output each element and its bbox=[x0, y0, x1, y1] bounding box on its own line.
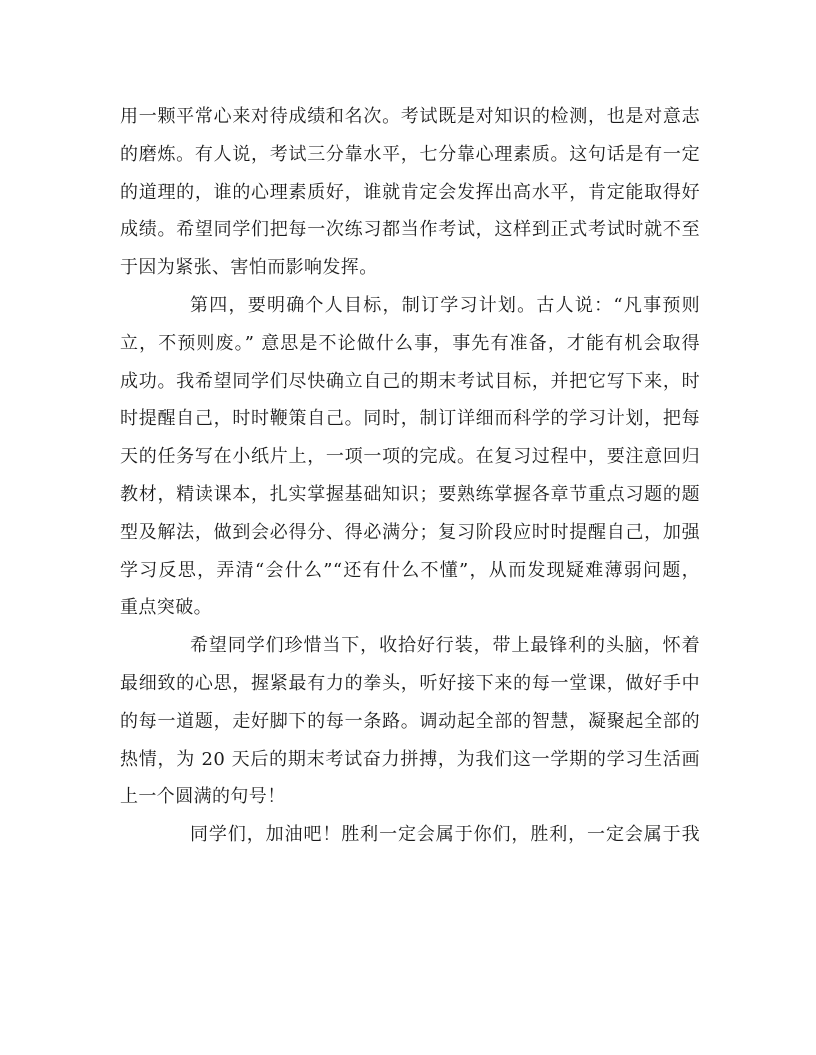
text-line: 于因为紧张、害怕而影响发挥。 bbox=[120, 257, 378, 279]
paragraph-start-line: 同学们，加油吧！胜利一定会属于你们，胜利，一定会属于我 bbox=[190, 824, 700, 846]
paragraph-start-line: 第四，要明确个人目标，制订学习计划。古人说：“凡事预则 bbox=[190, 294, 700, 316]
text-line: 上一个圆满的句号！ bbox=[120, 786, 286, 808]
text-line: 重点突破。 bbox=[120, 597, 212, 619]
text-line: 天的任务写在小纸片上，一项一项的完成。在复习过程中，要注意回归 bbox=[120, 446, 700, 468]
text-line: 教材，精读课本，扎实掌握基础知识；要熟练掌握各章节重点习题的题 bbox=[120, 483, 700, 505]
text-line: 热情，为 20 天后的期末考试奋力拼搏，为我们这一学期的学习生活画 bbox=[120, 748, 700, 770]
text-line: 的道理的，谁的心理素质好，谁就肯定会发挥出高水平，肯定能取得好 bbox=[120, 181, 700, 203]
text-line: 成绩。希望同学们把每一次练习都当作考试，这样到正式考试时就不至 bbox=[120, 219, 700, 241]
document-body bbox=[120, 98, 700, 854]
text-line: 学习反思，弄清“会什么”“还有什么不懂”，从而发现疑难薄弱问题， bbox=[120, 559, 700, 581]
text-line: 的磨炼。有人说，考试三分靠水平，七分靠心理素质。这句话是有一定 bbox=[120, 143, 700, 165]
text-line: 最细致的心思，握紧最有力的拳头，听好接下来的每一堂课，做好手中 bbox=[120, 672, 700, 694]
text-line: 的每一道题，走好脚下的每一条路。调动起全部的智慧，凝聚起全部的 bbox=[120, 710, 700, 732]
text-line: 成功。我希望同学们尽快确立自己的期末考试目标，并把它写下来，时 bbox=[120, 370, 700, 392]
paragraph-start-line: 希望同学们珍惜当下，收拾好行装，带上最锋利的头脑，怀着 bbox=[190, 635, 700, 657]
text-line: 用一颗平常心来对待成绩和名次。考试既是对知识的检测，也是对意志 bbox=[120, 106, 700, 127]
text-line: 立，不预则废。” 意思是不论做什么事，事先有准备，才能有机会取得 bbox=[120, 332, 700, 354]
text-line: 型及解法，做到会必得分、得必满分；复习阶段应时时提醒自己，加强 bbox=[120, 521, 700, 543]
text-line: 时提醒自己，时时鞭策自己。同时，制订详细而科学的学习计划，把每 bbox=[120, 408, 700, 430]
